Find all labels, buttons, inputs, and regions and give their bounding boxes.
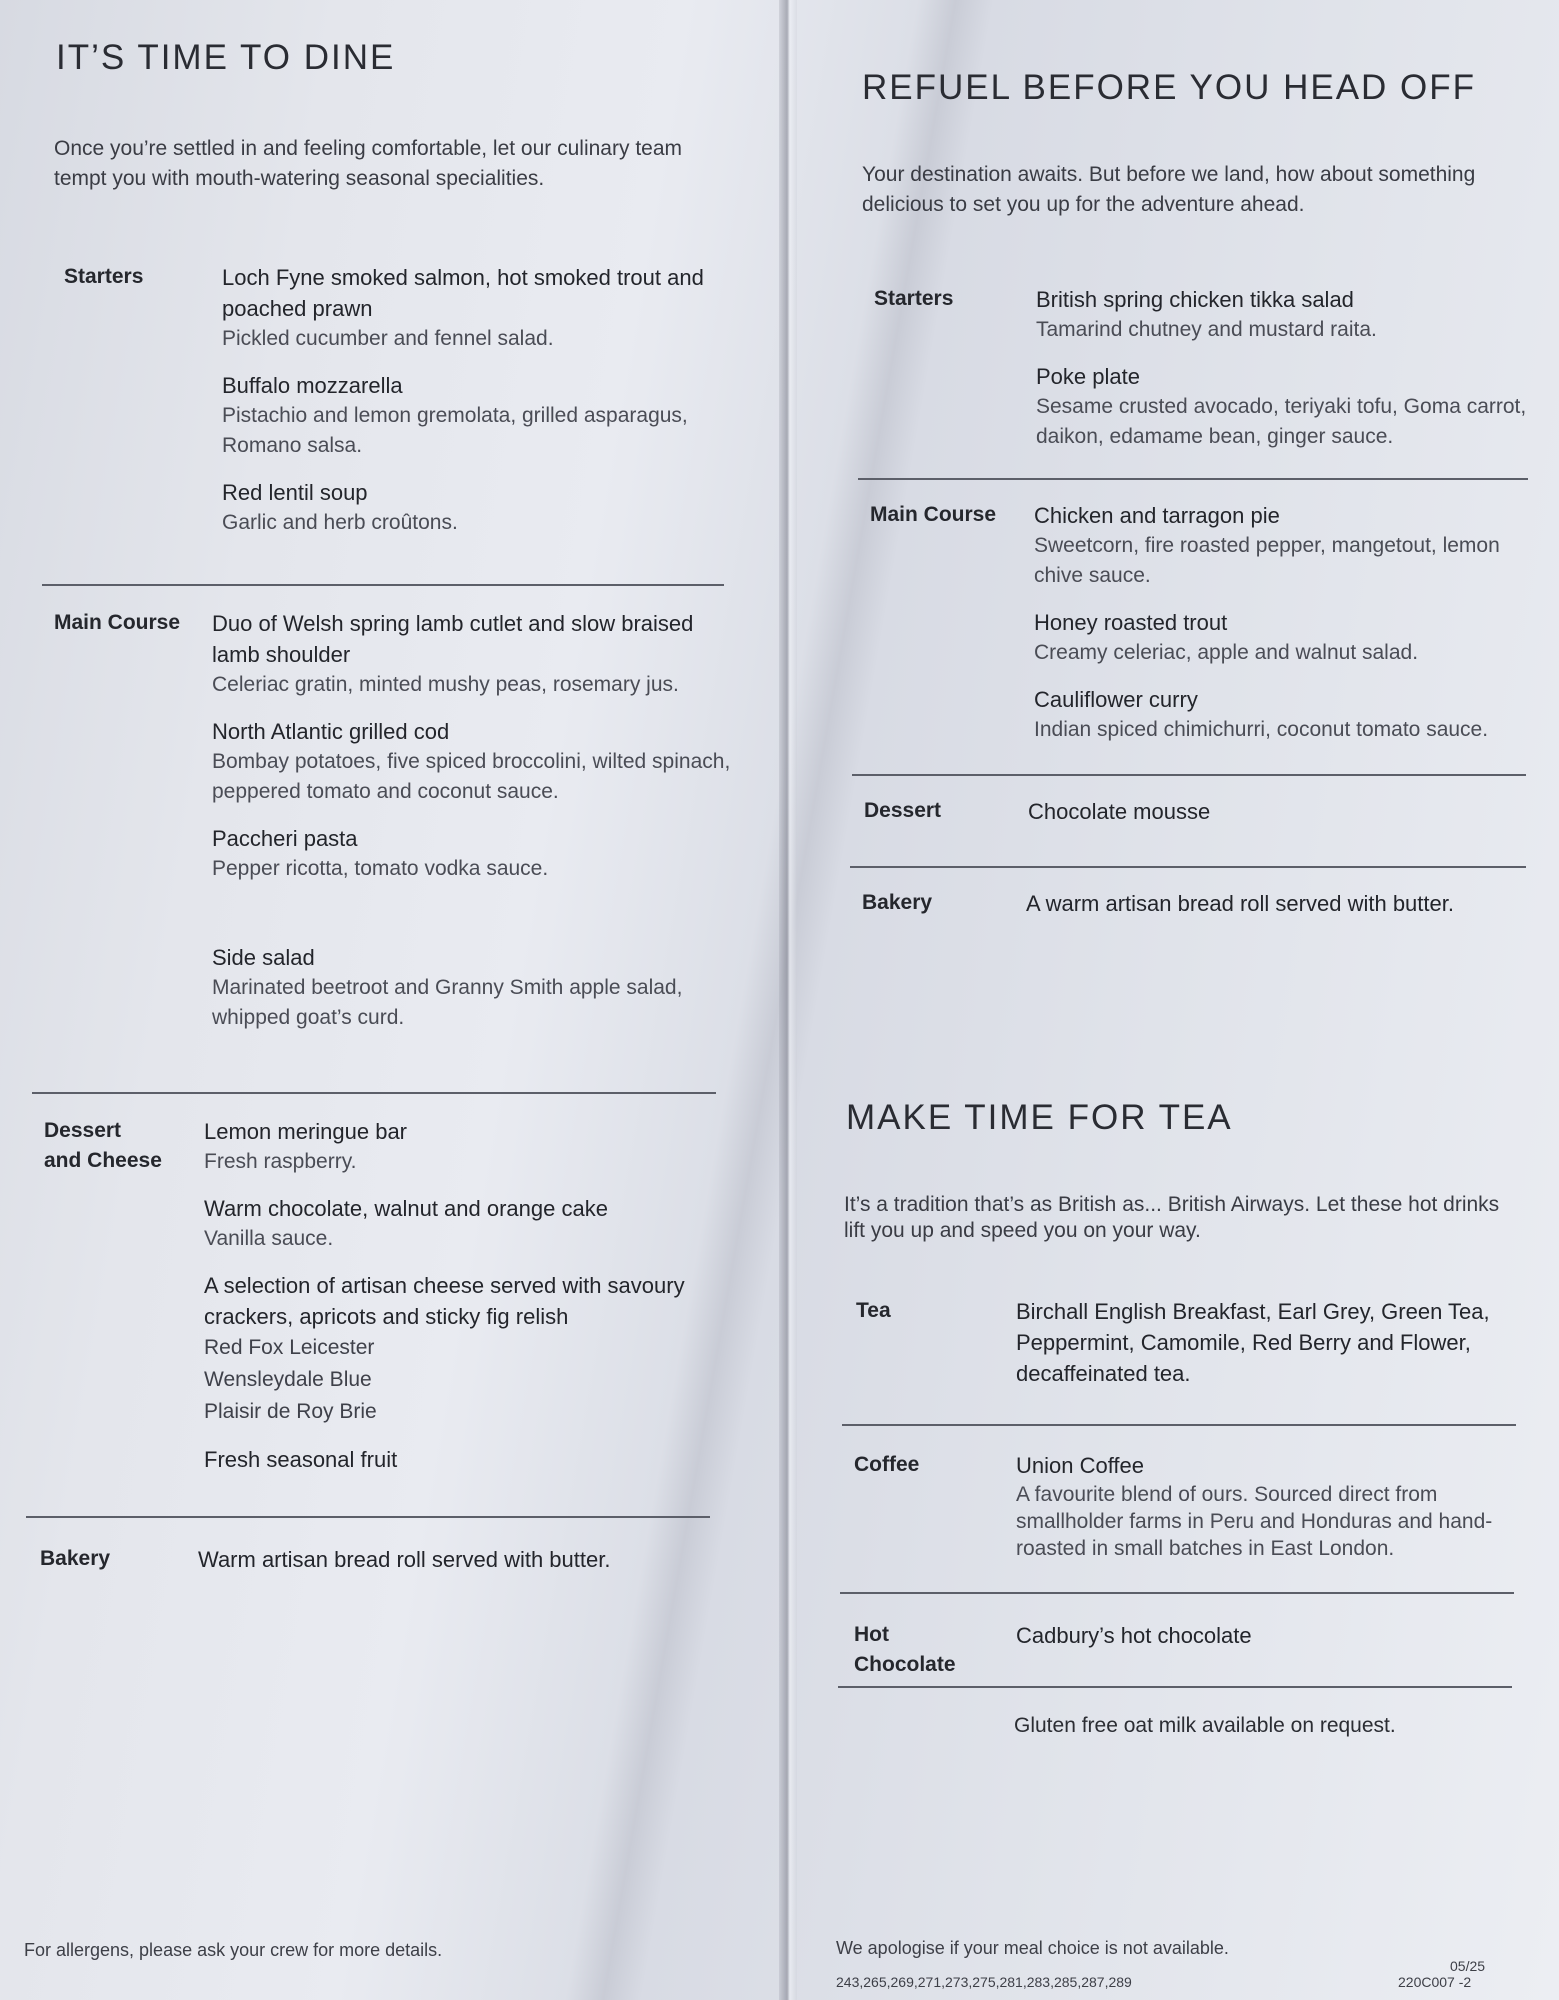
section-label-line: Dessert bbox=[44, 1119, 122, 1142]
page-fold bbox=[779, 0, 797, 2000]
section-label-line: Chocolate bbox=[854, 1653, 956, 1676]
tea-title: MAKE TIME FOR TEA bbox=[846, 1098, 1233, 1137]
dish-name: Fresh seasonal fruit bbox=[204, 1447, 398, 1472]
dish-name: Duo of Welsh spring lamb cutlet and slow braised lamb shoulder bbox=[212, 611, 694, 667]
apology-note: We apologise if your meal choice is not available. bbox=[836, 1938, 1229, 1958]
menu-item bbox=[1016, 1620, 1506, 1651]
tea-items bbox=[1016, 1296, 1506, 1405]
menu-item bbox=[204, 1193, 724, 1254]
dish-description: Sesame crusted avocado, teriyaki tofu, Goma carrot, daikon, edamame bean, ginger sauce. bbox=[1036, 395, 1527, 448]
refuel-main-items bbox=[1034, 500, 1544, 761]
dish-description: Marinated beetroot and Granny Smith apple salad, whipped goat’s curd. bbox=[212, 976, 683, 1029]
drink-name: Birchall English Breakfast, Earl Grey, Green Tea, Peppermint, Camomile, Red Berry and Flower, decaffeinated tea. bbox=[1016, 1299, 1490, 1386]
refuel-intro: Your destination awaits. But before we land, how about something delicious to set you up for the adventure ahead. bbox=[862, 163, 1476, 216]
divider bbox=[858, 478, 1528, 480]
menu-item bbox=[222, 370, 722, 461]
dish-name: Chicken and tarragon pie bbox=[1034, 503, 1280, 528]
menu-item bbox=[204, 1116, 724, 1177]
divider bbox=[842, 1424, 1516, 1426]
section-label: Main Course bbox=[54, 611, 181, 634]
section-label: Bakery bbox=[862, 891, 933, 914]
menu-item bbox=[1036, 284, 1546, 345]
right-page bbox=[800, 0, 1559, 2000]
dish-name: British spring chicken tikka salad bbox=[1036, 287, 1354, 312]
menu-item bbox=[212, 608, 732, 700]
section-label bbox=[854, 1620, 1004, 1680]
dish-name: Poke plate bbox=[1036, 364, 1140, 389]
section-label-line: Hot bbox=[854, 1623, 889, 1646]
divider bbox=[840, 1592, 1514, 1594]
refuel-bakery-items bbox=[1026, 888, 1536, 935]
divider bbox=[26, 1516, 710, 1518]
section-label bbox=[44, 1116, 194, 1176]
menu-item bbox=[1034, 684, 1544, 745]
drink-name: Cadbury’s hot chocolate bbox=[1016, 1623, 1252, 1648]
dish-description: Pickled cucumber and fennel salad. bbox=[222, 327, 554, 350]
dish-description: Celeriac gratin, minted mushy peas, rosemary jus. bbox=[212, 673, 679, 696]
dish-description: Fresh raspberry. bbox=[204, 1150, 357, 1173]
oat-milk-note: Gluten free oat milk available on request. bbox=[1014, 1714, 1396, 1737]
dish-name: Buffalo mozzarella bbox=[222, 373, 403, 398]
flight-numbers: 243,265,269,271,273,275,281,283,285,287,289 bbox=[836, 1974, 1132, 1990]
cheese-item: Plaisir de Roy Brie bbox=[204, 1400, 377, 1423]
dish-name: Lemon meringue bar bbox=[204, 1119, 408, 1144]
menu-item bbox=[1034, 500, 1544, 591]
menu-item bbox=[198, 1544, 718, 1575]
menu-item bbox=[1016, 1450, 1506, 1562]
dish-name: Warm artisan bread roll served with butter. bbox=[198, 1547, 611, 1572]
divider bbox=[838, 1686, 1512, 1688]
section-label: Tea bbox=[856, 1299, 891, 1322]
dish-description: Indian spiced chimichurri, coconut tomato sauce. bbox=[1034, 718, 1489, 741]
refuel-title: REFUEL BEFORE YOU HEAD OFF bbox=[862, 68, 1477, 107]
menu-item bbox=[1028, 796, 1538, 827]
dish-name: Paccheri pasta bbox=[212, 826, 358, 851]
cheese-item: Wensleydale Blue bbox=[204, 1368, 372, 1391]
dine-intro: Once you’re settled in and feeling comfortable, let our culinary team tempt you with mouth-watering seasonal specialities. bbox=[54, 137, 683, 190]
dish-description: Sweetcorn, fire roasted pepper, mangetout, lemon chive sauce. bbox=[1034, 534, 1500, 587]
menu-item bbox=[1026, 888, 1536, 919]
dine-title: IT’S TIME TO DINE bbox=[56, 38, 396, 77]
menu-item bbox=[212, 942, 732, 1033]
refuel-dessert-items bbox=[1028, 796, 1538, 843]
menu-item bbox=[212, 823, 732, 884]
section-label: Starters bbox=[64, 265, 144, 288]
menu-item bbox=[222, 262, 722, 354]
menu-item bbox=[212, 716, 732, 807]
dish-description: Pistachio and lemon gremolata, grilled asparagus, Romano salsa. bbox=[222, 404, 688, 457]
dish-name: Cauliflower curry bbox=[1034, 687, 1198, 712]
dish-description: Vanilla sauce. bbox=[204, 1227, 334, 1250]
coffee-items bbox=[1016, 1450, 1506, 1578]
menu-item bbox=[204, 1444, 724, 1475]
dish-name: Side salad bbox=[212, 945, 315, 970]
menu-item bbox=[1034, 607, 1544, 668]
dish-name: Chocolate mousse bbox=[1028, 799, 1211, 824]
dish-name: A selection of artisan cheese served with savoury crackers, apricots and sticky fig relish bbox=[204, 1273, 685, 1329]
menu-item bbox=[1016, 1296, 1506, 1389]
dish-name: Loch Fyne smoked salmon, hot smoked trout and poached prawn bbox=[222, 265, 704, 321]
refuel-starters-items bbox=[1036, 284, 1546, 468]
dish-name: Red lentil soup bbox=[222, 480, 368, 505]
dine-dessert-items bbox=[204, 1116, 724, 1491]
divider bbox=[850, 866, 1526, 868]
section-label-line: and Cheese bbox=[44, 1149, 162, 1172]
dine-bakery-items bbox=[198, 1544, 718, 1591]
dish-name: North Atlantic grilled cod bbox=[212, 719, 450, 744]
divider bbox=[852, 774, 1526, 776]
dine-starters-items bbox=[222, 262, 722, 554]
dish-description: Tamarind chutney and mustard raita. bbox=[1036, 318, 1377, 341]
dish-name: Honey roasted trout bbox=[1034, 610, 1228, 635]
tea-intro: It’s a tradition that’s as British as... British Airways. Let these hot drinks lift you up and speed you on your way. bbox=[844, 1193, 1500, 1242]
drink-description: A favourite blend of ours. Sourced direct from smallholder farms in Peru and Honduras and hand-roasted in small batches in East London. bbox=[1016, 1483, 1493, 1560]
dish-name: A warm artisan bread roll served with butter. bbox=[1026, 891, 1454, 916]
section-label: Dessert bbox=[864, 799, 942, 822]
section-label: Bakery bbox=[40, 1547, 111, 1570]
divider bbox=[42, 584, 724, 586]
allergen-note: For allergens, please ask your crew for more details. bbox=[24, 1940, 443, 1960]
drink-name: Union Coffee bbox=[1016, 1453, 1145, 1478]
menu-item bbox=[1036, 361, 1546, 452]
print-code: 220C007 -2 bbox=[1398, 1974, 1472, 1990]
section-label: Coffee bbox=[854, 1453, 920, 1476]
divider bbox=[32, 1092, 716, 1094]
hot-chocolate-items bbox=[1016, 1620, 1506, 1667]
cheese-item: Red Fox Leicester bbox=[204, 1336, 375, 1359]
date-code: 05/25 bbox=[1450, 1958, 1486, 1974]
dish-description: Creamy celeriac, apple and walnut salad. bbox=[1034, 641, 1419, 664]
dish-name: Warm chocolate, walnut and orange cake bbox=[204, 1196, 608, 1221]
dish-description: Garlic and herb croûtons. bbox=[222, 511, 458, 534]
section-label: Starters bbox=[874, 287, 954, 310]
dish-description: Bombay potatoes, five spiced broccolini, wilted spinach, peppered tomato and coconut sauce. bbox=[212, 750, 731, 803]
dine-main-items bbox=[212, 608, 732, 1049]
menu-item bbox=[204, 1270, 724, 1428]
dish-description: Pepper ricotta, tomato vodka sauce. bbox=[212, 857, 549, 880]
section-label: Main Course bbox=[870, 503, 997, 526]
menu-item bbox=[222, 477, 722, 538]
